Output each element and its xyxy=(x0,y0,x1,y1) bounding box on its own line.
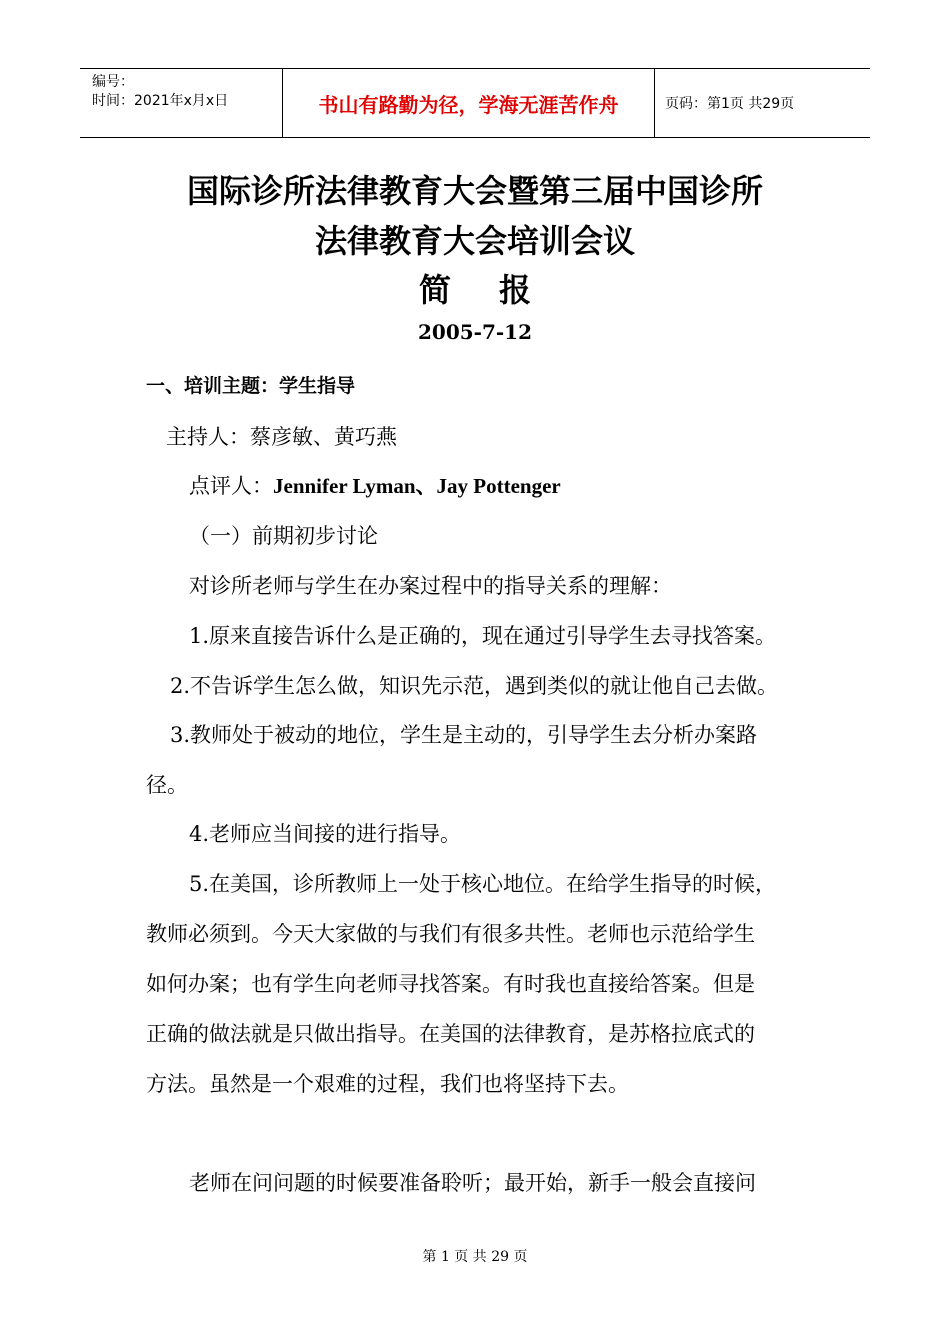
list-item-1: 1.原来直接告诉什么是正确的，现在通过引导学生去寻找答案。 xyxy=(189,624,777,648)
intro-paragraph: 对诊所老师与学生在办案过程中的指导关系的理解： xyxy=(189,574,672,598)
report-date: 2005-7-12 xyxy=(417,320,532,344)
list-item-4: 4.老师应当间接的进行指导。 xyxy=(189,822,462,846)
number-label: 编号： xyxy=(92,74,134,90)
section-heading: 一、培训主题：学生指导 xyxy=(146,375,356,397)
list-item-3-line-1: 3.教师处于被动的地位，学生是主动的，引导学生去分析办案路 xyxy=(170,723,758,747)
list-item-5-line-5: 方法。虽然是一个艰难的过程，我们也将坚持下去。 xyxy=(146,1072,629,1096)
title-line-3: 简报 xyxy=(418,271,579,309)
document-header xyxy=(80,68,870,138)
list-item-5-line-2: 教师必须到。今天大家做的与我们有很多共性。老师也示范给学生 xyxy=(146,922,755,946)
list-item-5-line-3: 如何办案；也有学生向老师寻找答案。有时我也直接给答案。但是 xyxy=(146,972,755,996)
time-label: 时间：2021年x月x日 xyxy=(92,93,229,109)
list-item-3-line-2: 径。 xyxy=(146,773,188,797)
list-item-5-line-1: 5.在美国，诊所教师上一处于核心地位。在给学生指导的时候， xyxy=(189,872,777,896)
title-line-1: 国际诊所法律教育大会暨第三届中国诊所 xyxy=(186,172,763,210)
title-line-2: 法律教育大会培训会议 xyxy=(314,222,635,260)
reviewer-line xyxy=(189,470,561,500)
header-page-info: 页码：第1页 共29页 xyxy=(665,96,795,112)
reviewer-label: 点评人： xyxy=(189,474,273,498)
header-motto: 书山有路勤为径，学海无涯苦作舟 xyxy=(282,69,655,137)
subheading: （一）前期初步讨论 xyxy=(189,524,378,548)
page-footer: 第 1 页 共 29 页 xyxy=(422,1249,528,1265)
host-line: 主持人：蔡彦敏、黄巧燕 xyxy=(166,425,397,449)
list-item-2: 2.不告诉学生怎么做，知识先示范，遇到类似的就让他自己去做。 xyxy=(170,674,779,698)
header-meta xyxy=(80,69,282,137)
reviewer-names: Jennifer Lyman、Jay Pottenger xyxy=(273,474,561,498)
list-item-5-line-4: 正确的做法就是只做出指导。在美国的法律教育，是苏格拉底式的 xyxy=(146,1022,755,1046)
last-paragraph: 老师在问问题的时候要准备聆听；最开始，新手一般会直接问 xyxy=(189,1171,756,1195)
